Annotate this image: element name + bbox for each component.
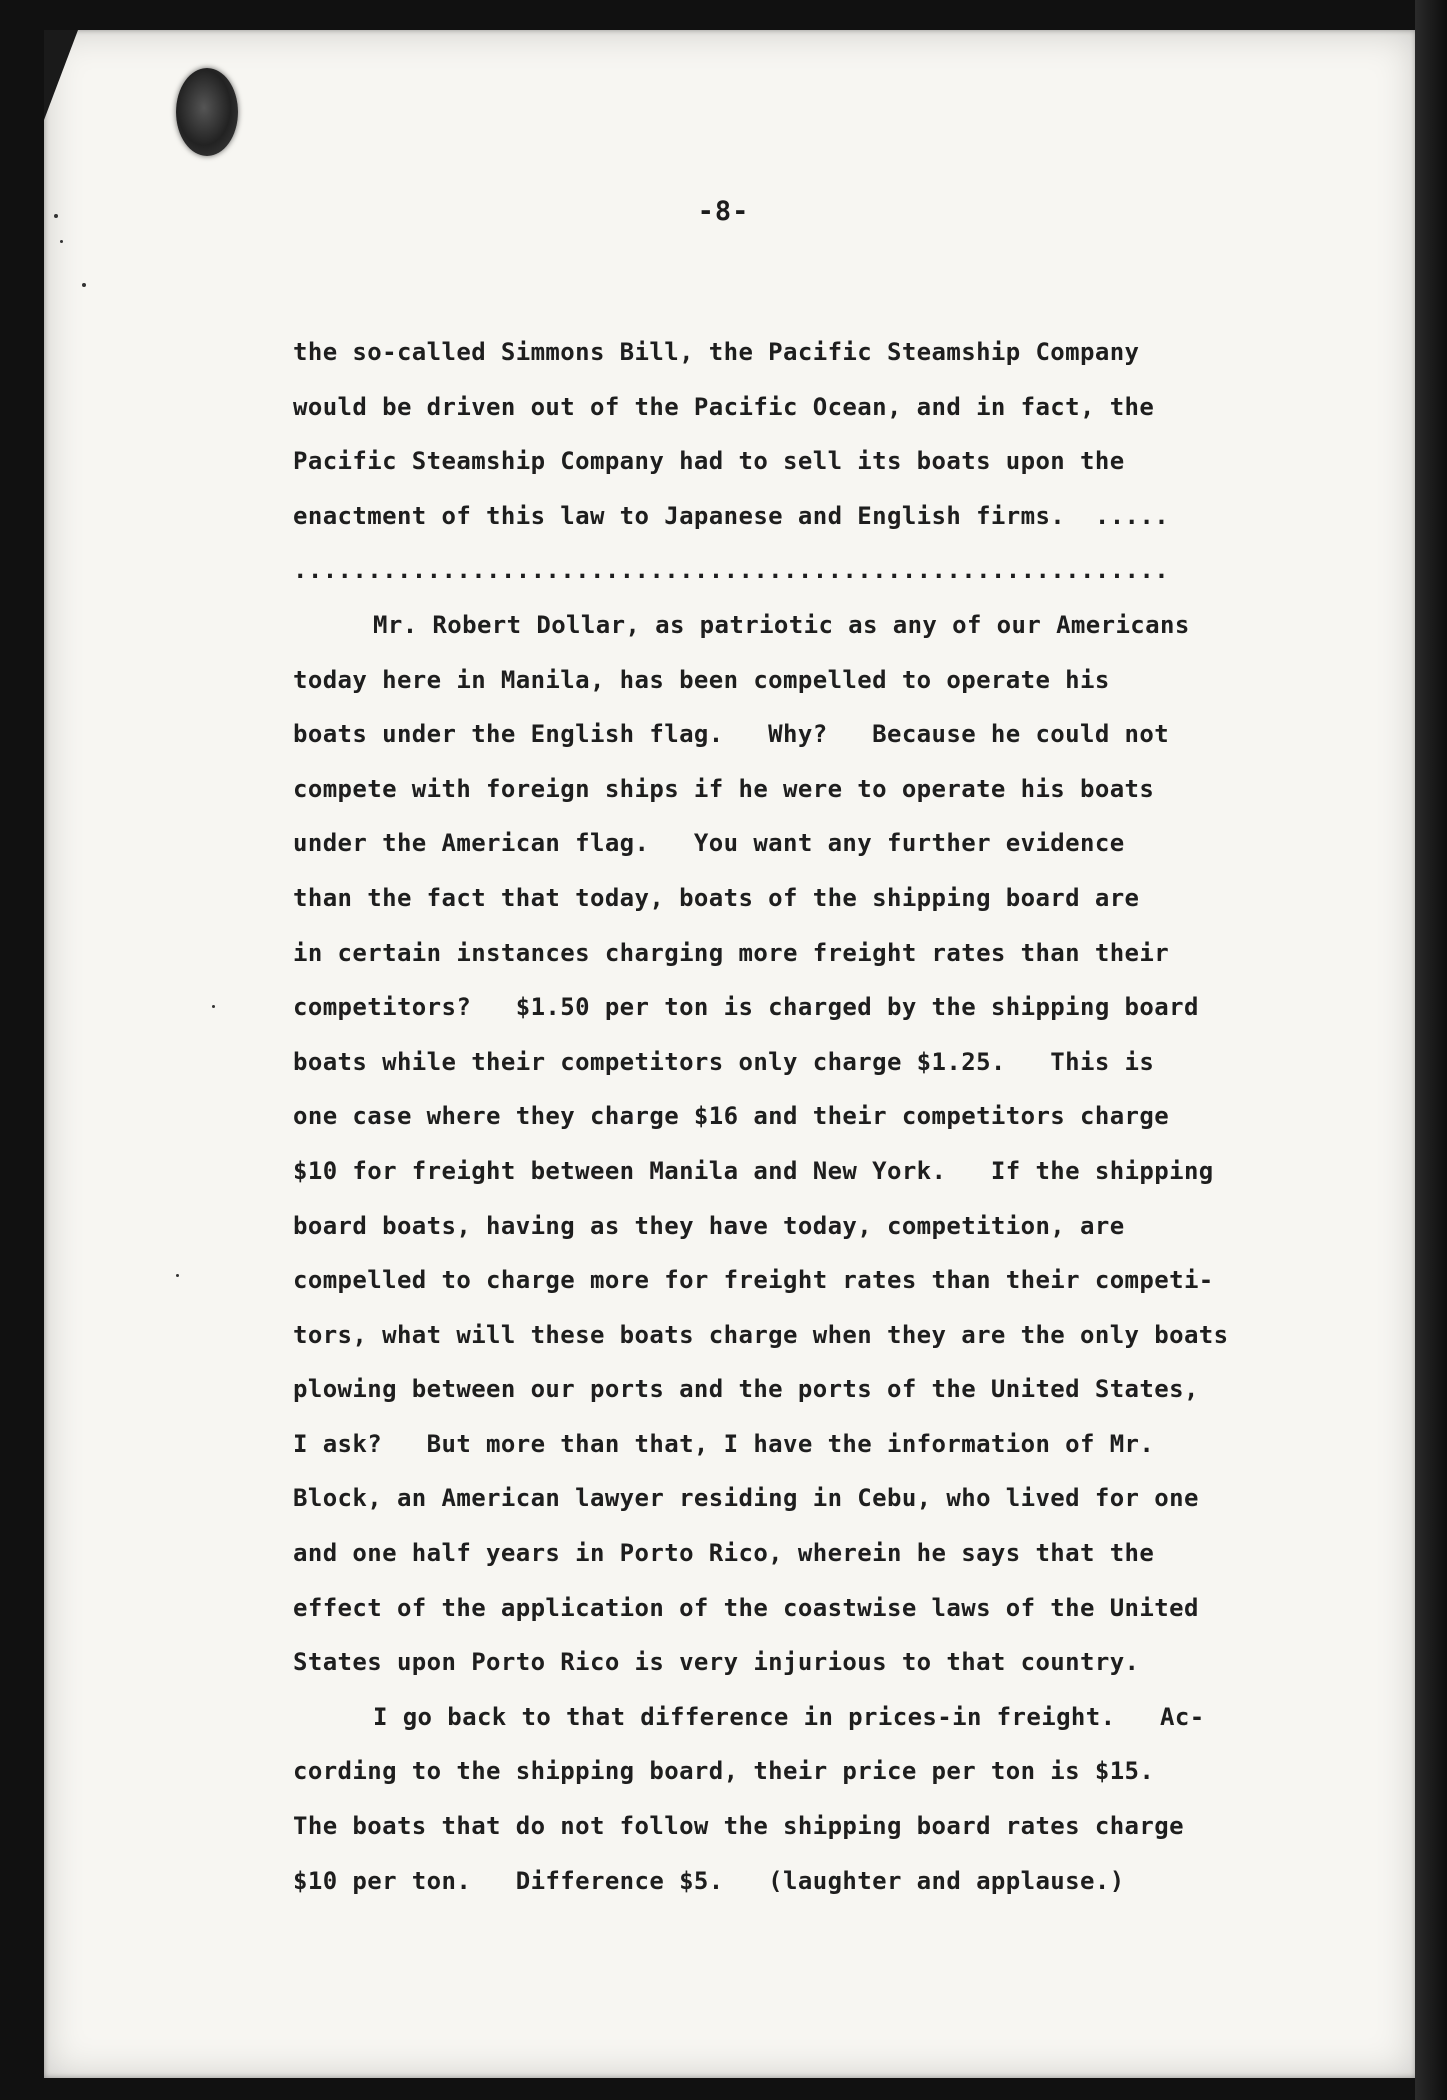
text-line: boats under the English flag. Why? Because he could not <box>293 720 1170 749</box>
text-line: the so-called Simmons Bill, the Pacific Steamship Company <box>293 338 1140 366</box>
text-line: effect of the application of the coastwise laws of the United <box>293 1593 1199 1622</box>
text-line: Block, an American lawyer residing in Cebu, who lived for one <box>293 1484 1199 1513</box>
text-line: tors, what will these boats charge when they are the only boats <box>293 1320 1229 1349</box>
text-line: boats while their competitors only charge $1.25. This is <box>293 1047 1155 1076</box>
paragraph-start: Mr. Robert Dollar, as patriotic as any of our Americans <box>373 610 1190 639</box>
text-line: competitors? $1.50 per ton is charged by the shipping board <box>293 993 1199 1022</box>
ink-speck <box>176 1274 179 1277</box>
text-line: I ask? But more than that, I have the information of Mr. <box>293 1429 1155 1458</box>
ink-speck <box>60 240 63 243</box>
text-line: States upon Porto Rico is very injurious to that country. <box>293 1648 1140 1677</box>
ink-speck <box>212 1005 215 1008</box>
text-line: board boats, having as they have today, competition, are <box>293 1211 1125 1240</box>
folded-corner <box>44 30 78 120</box>
page-number: -8- <box>697 196 750 227</box>
text-line: $10 for freight between Manila and New York. If the shipping <box>293 1156 1214 1185</box>
ink-speck <box>82 283 86 287</box>
text-line: The boats that do not follow the shipping board rates charge <box>293 1812 1184 1841</box>
text-line: in certain instances charging more freight rates than their <box>293 938 1170 967</box>
dotted-separator: ........................................................... <box>293 556 1170 585</box>
text-line: compelled to charge more for freight rates than their competi- <box>293 1266 1214 1295</box>
text-line: Pacific Steamship Company had to sell its boats upon the <box>293 447 1125 476</box>
text-line: and one half years in Porto Rico, wherein he says that the <box>293 1539 1155 1568</box>
text-line: compete with foreign ships if he were to operate his boats <box>293 774 1155 803</box>
text-line: would be driven out of the Pacific Ocean, and in fact, the <box>293 392 1155 421</box>
text-line: cording to the shipping board, their price per ton is $15. <box>293 1757 1155 1786</box>
text-line: plowing between our ports and the ports of the United States, <box>293 1375 1199 1404</box>
scan-edge-shadow <box>1415 0 1447 2100</box>
text-line: today here in Manila, has been compelled to operate his <box>293 665 1110 694</box>
document-body <box>293 325 1333 1908</box>
text-line: one case where they charge $16 and their competitors charge <box>293 1102 1170 1131</box>
paragraph-start: I go back to that difference in prices-in freight. Ac- <box>373 1702 1205 1731</box>
text-line: under the American flag. You want any further evidence <box>293 829 1125 858</box>
text-line: $10 per ton. Difference $5. (laughter and applause.) <box>293 1866 1125 1895</box>
punch-hole-icon <box>176 68 238 156</box>
text-line: than the fact that today, boats of the shipping board are <box>293 883 1140 912</box>
text-line: enactment of this law to Japanese and English firms. ..... <box>293 501 1170 530</box>
